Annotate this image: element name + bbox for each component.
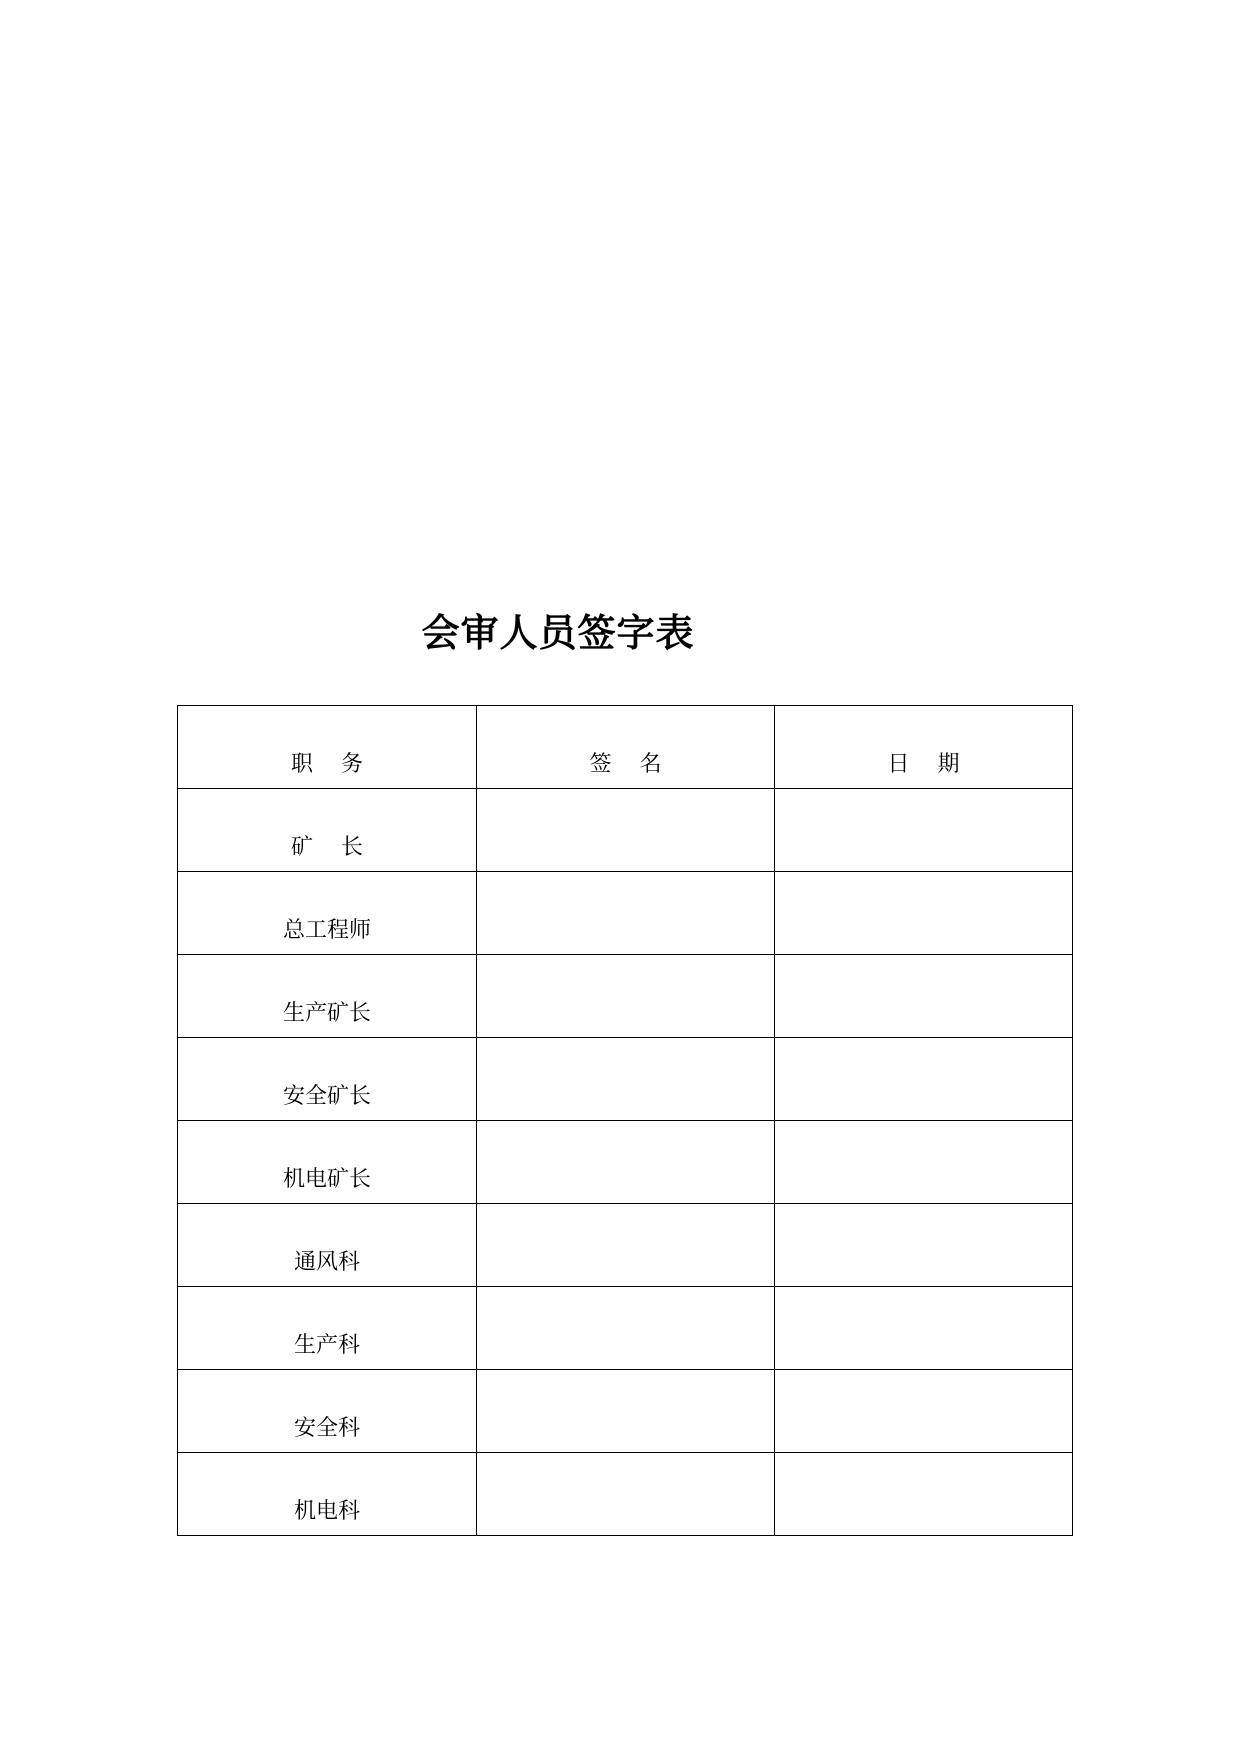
table-row xyxy=(178,955,1073,1038)
signature-cell[interactable] xyxy=(477,1370,775,1453)
position-cell: 安全矿长 xyxy=(178,1038,477,1121)
signature-cell[interactable] xyxy=(477,1453,775,1536)
signature-cell[interactable] xyxy=(477,1121,775,1204)
date-cell[interactable] xyxy=(775,789,1073,872)
table-row xyxy=(178,1121,1073,1204)
position-cell: 生产科 xyxy=(178,1287,477,1370)
table-row xyxy=(178,1370,1073,1453)
header-date: 日 期 xyxy=(775,706,1073,789)
signature-cell[interactable] xyxy=(477,955,775,1038)
table-row xyxy=(178,1453,1073,1536)
table-row xyxy=(178,1287,1073,1370)
signature-cell[interactable] xyxy=(477,1204,775,1287)
signature-cell[interactable] xyxy=(477,789,775,872)
date-cell[interactable] xyxy=(775,1287,1073,1370)
date-cell[interactable] xyxy=(775,955,1073,1038)
header-signature: 签 名 xyxy=(477,706,775,789)
date-cell[interactable] xyxy=(775,1038,1073,1121)
signature-table xyxy=(177,705,1073,1536)
signature-cell[interactable] xyxy=(477,872,775,955)
position-cell: 矿 长 xyxy=(178,789,477,872)
signature-cell[interactable] xyxy=(477,1038,775,1121)
header-position: 职 务 xyxy=(178,706,477,789)
date-cell[interactable] xyxy=(775,1121,1073,1204)
page-title: 会审人员签字表 xyxy=(421,610,695,655)
position-cell: 机电矿长 xyxy=(178,1121,477,1204)
position-cell: 安全科 xyxy=(178,1370,477,1453)
date-cell[interactable] xyxy=(775,1204,1073,1287)
position-cell: 生产矿长 xyxy=(178,955,477,1038)
position-cell: 机电科 xyxy=(178,1453,477,1536)
table-row xyxy=(178,872,1073,955)
table-row xyxy=(178,1038,1073,1121)
table-row xyxy=(178,789,1073,872)
signature-cell[interactable] xyxy=(477,1287,775,1370)
date-cell[interactable] xyxy=(775,1370,1073,1453)
position-cell: 通风科 xyxy=(178,1204,477,1287)
table-header-row xyxy=(178,706,1073,789)
position-cell: 总工程师 xyxy=(178,872,477,955)
date-cell[interactable] xyxy=(775,872,1073,955)
date-cell[interactable] xyxy=(775,1453,1073,1536)
table-row xyxy=(178,1204,1073,1287)
